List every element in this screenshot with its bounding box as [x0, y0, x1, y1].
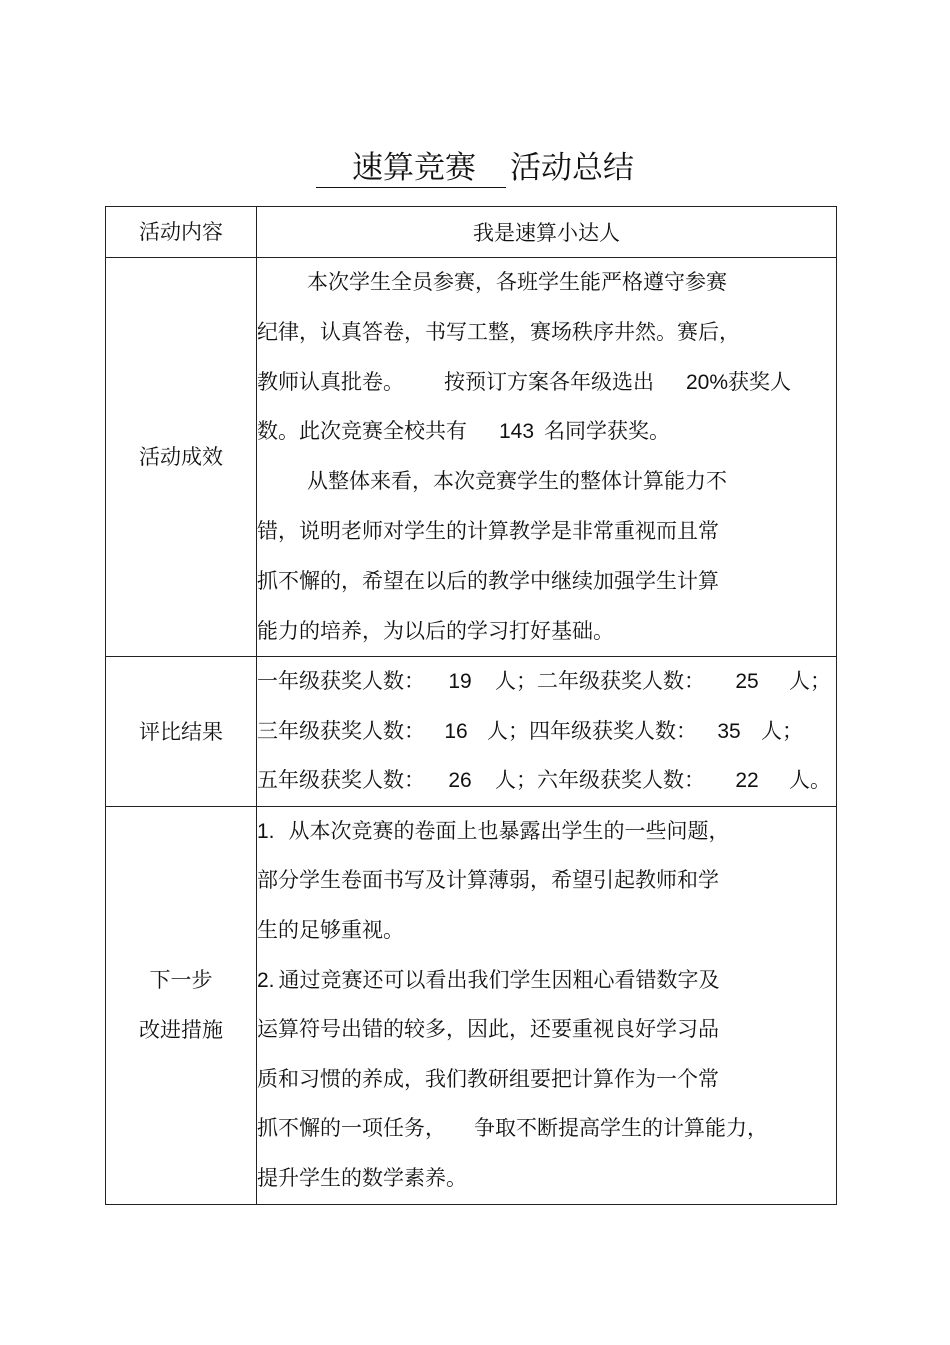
step1-line3: 生的足够重视。: [257, 918, 404, 943]
effect-p2-line1: 从整体来看，本次竞赛学生的整体计算能力不: [307, 469, 727, 494]
results-line3: [257, 756, 836, 806]
effect-p1-line1: 本次学生全员参赛，各班学生能严格遵守参赛: [307, 270, 727, 294]
grade5-count: 26: [448, 769, 472, 793]
effect-p1-line4: [257, 407, 836, 457]
grade5-label: 五年级获奖人数：: [257, 768, 425, 793]
grade3-count: 16: [444, 719, 468, 743]
grade1-unit: 人；: [495, 669, 537, 694]
page-title: [0, 148, 950, 188]
grade3-label: 三年级获奖人数：: [257, 718, 425, 743]
title-suffix: 活动总结: [510, 150, 634, 186]
next-steps-text: [257, 806, 837, 1204]
label-activity-effect: 活动成效: [106, 258, 257, 657]
results-text: [257, 657, 837, 807]
effect-percent: 20%: [686, 370, 729, 394]
effect-p2-line4: 能力的培养，为以后的学习打好基础。: [257, 618, 614, 643]
effect-p1-line4a: 数。此次竞赛全校共有: [257, 419, 467, 444]
value-activity-content: 我是速算小达人: [257, 207, 837, 258]
step2-line2: 运算符号出错的较多，因此，还要重视良好学习品: [257, 1017, 719, 1042]
label-next-steps: [106, 806, 257, 1204]
effect-p1-line4c: 名同学获奖。: [544, 419, 671, 444]
grade2-unit: 人；: [789, 669, 831, 694]
step2-line4b: 争取不断提高学生的计算能力，: [474, 1116, 768, 1141]
results-line2: [257, 707, 836, 757]
row-activity-content: [106, 207, 837, 258]
label-results: 评比结果: [106, 657, 257, 807]
row-results: [106, 657, 837, 807]
effect-p1-line3d: 获奖人: [728, 369, 792, 394]
effect-p1-line3a: 教师认真批卷。: [257, 369, 404, 394]
grade4-count: 35: [717, 719, 741, 743]
effect-p2-line2: 错，说明老师对学生的计算教学是非常重视而且常: [257, 518, 719, 543]
grade4-label: 四年级获奖人数：: [529, 718, 697, 743]
label-activity-content: 活动内容: [106, 207, 257, 258]
step1-line2: 部分学生卷面书写及计算薄弱，希望引起教师和学: [257, 868, 719, 893]
grade2-label: 二年级获奖人数：: [537, 669, 705, 694]
step2-line4: [257, 1104, 836, 1154]
row-activity-effect: [106, 258, 837, 657]
step1-line1: [257, 807, 836, 857]
step1-number: 1.: [257, 819, 275, 843]
effect-p1-line3b: 按预订方案各年级选出: [444, 369, 654, 394]
step2-line5: 提升学生的数学素养。: [257, 1166, 467, 1191]
results-line1: [257, 657, 836, 707]
label-next-steps-line2: 改进措施: [139, 1018, 223, 1043]
grade6-count: 22: [735, 769, 759, 793]
grade1-count: 19: [448, 670, 472, 694]
grade4-unit: 人；: [761, 718, 803, 743]
step2-line4a: 抓不懈的一项任务，: [257, 1116, 446, 1141]
grade6-unit: 人。: [789, 768, 831, 793]
effect-winner-count: 143: [499, 420, 535, 444]
grade3-unit: 人；: [487, 718, 529, 743]
step2-line1: [257, 956, 836, 1006]
title-activity-name: 速算竞赛: [316, 149, 506, 188]
effect-p1-line2: 纪律，认真答卷，书写工整，赛场秩序井然。赛后，: [257, 319, 740, 344]
step2-line1-text: 通过竞赛还可以看出我们学生因粗心看错数字及: [278, 967, 720, 992]
effect-p1-line3: [257, 358, 836, 408]
effect-p2-line3: 抓不懈的，希望在以后的教学中继续加强学生计算: [257, 568, 719, 593]
step2-line3: 质和习惯的养成，我们教研组要把计算作为一个常: [257, 1066, 719, 1091]
grade6-label: 六年级获奖人数：: [537, 768, 705, 793]
row-next-steps: [106, 806, 837, 1204]
grade2-count: 25: [735, 670, 759, 694]
step2-number: 2.: [257, 968, 275, 992]
grade1-label: 一年级获奖人数：: [257, 669, 425, 694]
effect-text: [257, 258, 837, 657]
summary-table: [105, 206, 837, 1205]
label-next-steps-line1: 下一步: [149, 968, 213, 993]
step1-line1-text: 从本次竞赛的卷面上也暴露出学生的一些问题，: [288, 818, 730, 843]
grade5-unit: 人；: [495, 768, 537, 793]
